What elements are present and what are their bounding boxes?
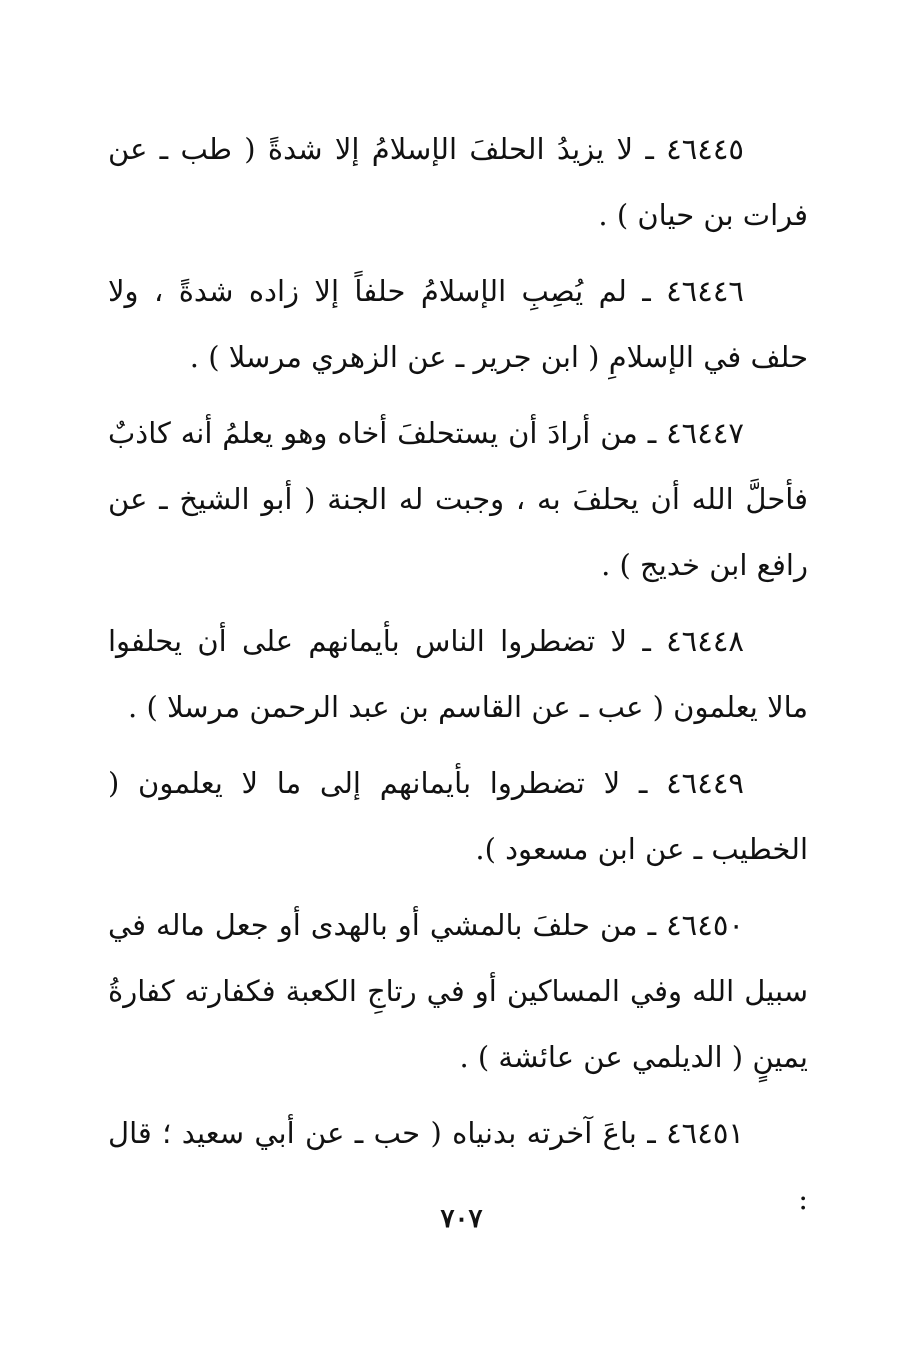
entry-number: ٤٦٤٤٩ [666,766,744,800]
hadith-entry [108,116,808,248]
hadith-entries [108,116,808,1242]
entry-number: ٤٦٤٤٧ [666,416,744,450]
entry-text: من أرادَ أن يستحلفَ أخاه وهو يعلمُ أنه كاذبٌ فأحلَّ الله أن يحلفَ به ، وجبت له الجنة ( أبو الشيخ ـ عن رافع ابن خديج ) . [108,416,808,582]
entry-number: ٤٦٤٤٦ [666,274,744,308]
entry-separator: ـ [627,624,667,658]
entry-number: ٤٦٤٥١ [666,1116,744,1150]
entry-text: لا تضطروا بأيمانهم إلى ما لا يعلمون ( الخطيب ـ عن ابن مسعود ). [108,766,808,866]
entry-text: من حلفَ بالمشي أو بالهدى أو جعل ماله في سبيل الله وفي المساكين أو في رتاجِ الكعبة فكفارته كفارةُ يمينٍ ( الديلمي عن عائشة ) . [108,908,808,1074]
entry-number: ٤٦٤٥٠ [666,908,744,942]
entry-separator: ـ [636,1116,667,1150]
entry-text: باعَ آخرته بدنياه ( حب ـ عن أبي سعيد ؛ قال : [108,1116,808,1216]
entry-separator: ـ [633,132,667,166]
hadith-entry [108,608,808,740]
entry-separator: ـ [637,908,667,942]
hadith-entry [108,258,808,390]
hadith-entry [108,750,808,882]
entry-number: ٤٦٤٤٨ [666,624,744,658]
entry-text: لم يُصِبِ الإسلامُ حلفاً إلا زاده شدةً ، ولا حلف في الإسلامِ ( ابن جرير ـ عن الزهري مرسلا ) . [108,274,808,374]
entry-separator: ـ [626,274,667,308]
entry-text: لا تضطروا الناس بأيمانهم على أن يحلفوا مالا يعلمون ( عب ـ عن القاسم بن عبد الرحمن مرسلا ) . [108,624,808,724]
entry-separator: ـ [620,766,667,800]
entry-number: ٤٦٤٤٥ [666,132,745,166]
hadith-entry [108,400,808,598]
hadith-entry [108,892,808,1090]
entry-separator: ـ [637,416,667,450]
entry-text: لا يزيدُ الحلفَ الإسلامُ إلا شدةً ( طب ـ عن فرات بن حيان ) . [108,132,808,232]
page-number: ٧٠٧ [440,1204,483,1234]
